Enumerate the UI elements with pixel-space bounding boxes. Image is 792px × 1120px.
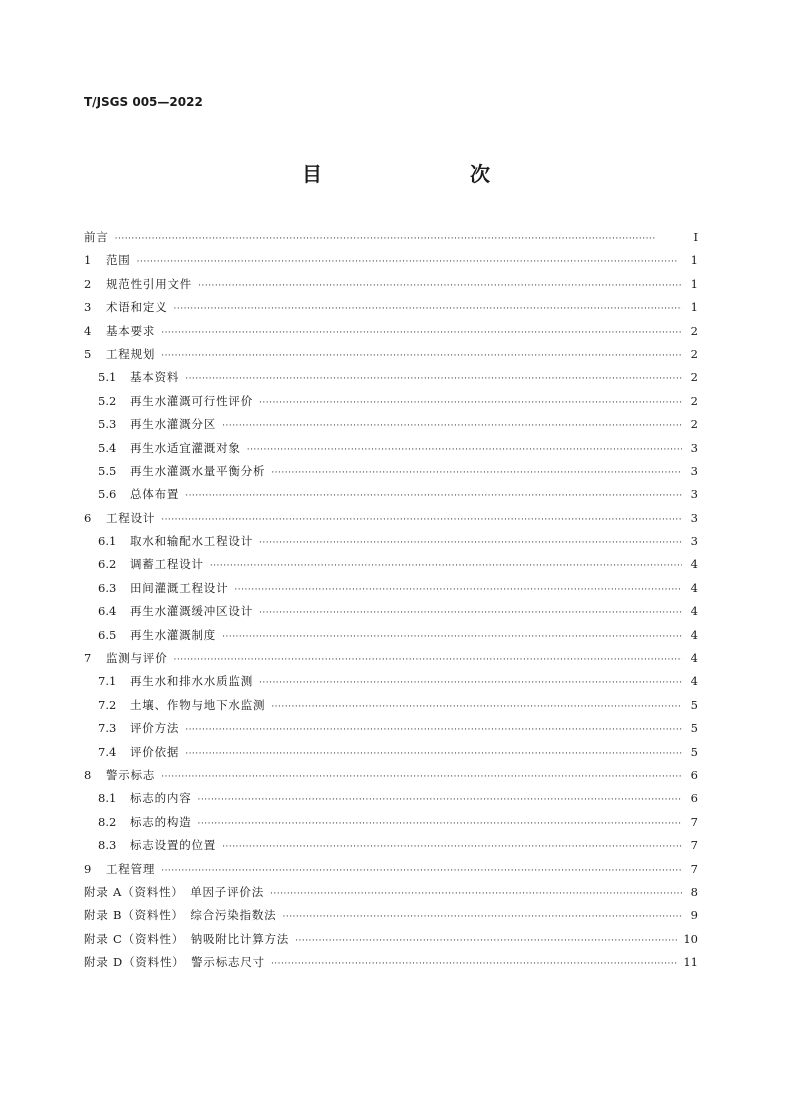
toc-entry-title: 监测与评价 <box>106 651 168 666</box>
toc-page-number: 9 <box>690 908 698 923</box>
toc-entry-number: 8 <box>84 767 92 782</box>
toc-entry[interactable] <box>84 928 698 951</box>
toc-leader-dots <box>161 345 682 368</box>
toc-page-number: 3 <box>690 510 698 525</box>
toc-entry-title: 附录 C（资料性） 钠吸附比计算方法 <box>84 931 290 946</box>
toc-entry-number: 7.4 <box>98 744 117 759</box>
toc-leader-dots <box>198 789 683 812</box>
toc-page-number: 5 <box>690 697 698 712</box>
toc-entry-number: 6.4 <box>98 604 117 619</box>
toc-entry-title: 土壤、作物与地下水监测 <box>130 697 266 712</box>
toc-entry-title: 再生水灌溉水量平衡分析 <box>130 463 266 478</box>
toc-entry-title: 范围 <box>106 253 131 268</box>
toc-entry[interactable] <box>84 951 698 974</box>
toc-leader-dots <box>282 906 682 929</box>
toc-entry-title: 附录 B（资料性） 综合污染指数法 <box>84 908 277 923</box>
toc-page-number: 4 <box>690 651 698 666</box>
toc-entry-number: 3 <box>84 300 92 315</box>
toc-entry[interactable] <box>84 904 698 927</box>
toc-entry[interactable] <box>84 577 698 600</box>
toc-leader-dots <box>174 649 683 672</box>
toc-entry[interactable] <box>84 226 698 249</box>
toc-leader-dots <box>161 860 682 883</box>
toc-page-number: 2 <box>690 346 698 361</box>
toc-page-number: 11 <box>683 955 698 970</box>
toc-entry-title: 工程管理 <box>106 861 156 876</box>
toc-page-number: 2 <box>690 370 698 385</box>
toc-leader-dots <box>185 485 682 508</box>
toc-page-number: 3 <box>690 440 698 455</box>
toc-leader-dots <box>295 930 677 953</box>
toc-entry-title: 取水和输配水工程设计 <box>130 534 253 549</box>
toc-entry[interactable] <box>84 717 698 740</box>
toc-leader-dots <box>259 672 682 695</box>
toc-entry-number: 7.3 <box>98 721 117 736</box>
toc-entry-number: 5 <box>84 346 92 361</box>
toc-leader-dots <box>161 322 682 345</box>
toc-entry-title: 术语和定义 <box>106 300 168 315</box>
toc-page-number: 7 <box>690 814 698 829</box>
toc-entry[interactable] <box>84 320 698 343</box>
toc-page-number: 2 <box>690 417 698 432</box>
toc-entry-number: 9 <box>84 861 92 876</box>
toc-entry-title: 再生水灌溉分区 <box>130 417 217 432</box>
toc-page-number: 7 <box>690 861 698 876</box>
toc-entry-title: 前言 <box>84 230 109 244</box>
document-code: T/JSGS 005—2022 <box>84 95 203 109</box>
toc-entry-number: 7.2 <box>98 697 117 712</box>
toc-entry[interactable] <box>84 249 698 272</box>
toc-entry-title: 总体布置 <box>130 487 180 502</box>
toc-entry-number: 6 <box>84 510 92 525</box>
toc-entry-number: 8.2 <box>98 814 117 829</box>
toc-entry-number: 5.1 <box>98 370 117 385</box>
toc-entry-title: 规范性引用文件 <box>106 276 193 291</box>
toc-page-number: 6 <box>690 767 698 782</box>
toc-entry[interactable] <box>84 600 698 623</box>
toc-entry-title: 田间灌溉工程设计 <box>130 580 229 595</box>
toc-entry-title: 标志的内容 <box>130 791 192 806</box>
toc-leader-dots <box>247 439 682 462</box>
toc-leader-dots <box>161 766 682 789</box>
toc-page-number: 5 <box>690 744 698 759</box>
toc-entry-title: 评价依据 <box>130 744 180 759</box>
toc-entry-title: 基本要求 <box>106 323 156 338</box>
toc-entry-title: 再生水灌溉缓冲区设计 <box>130 604 253 619</box>
toc-entry-number: 1 <box>84 253 92 268</box>
toc-entry-number: 6.3 <box>98 580 117 595</box>
toc-page-number: 8 <box>690 884 698 899</box>
toc-leader-dots <box>271 462 682 485</box>
toc-entry-number: 5.5 <box>98 463 117 478</box>
toc-entry[interactable] <box>84 858 698 881</box>
toc-leader-dots <box>234 579 682 602</box>
toc-entry-title: 再生水灌溉可行性评价 <box>130 393 253 408</box>
toc-leader-dots <box>174 298 683 321</box>
toc-entry[interactable] <box>84 764 698 787</box>
toc-page-number: 6 <box>690 791 698 806</box>
toc-entry[interactable] <box>84 553 698 576</box>
table-of-contents <box>84 226 698 975</box>
toc-entry[interactable] <box>84 834 698 857</box>
toc-entry[interactable] <box>84 741 698 764</box>
toc-page-number: 3 <box>690 534 698 549</box>
toc-entry-title: 评价方法 <box>130 721 180 736</box>
toc-leader-dots <box>161 509 682 532</box>
toc-entry-title: 附录 D（资料性） 警示标志尺寸 <box>84 955 265 970</box>
toc-page-number: 4 <box>690 580 698 595</box>
toc-page-number: 2 <box>690 323 698 338</box>
toc-entry-title: 标志的构造 <box>130 814 192 829</box>
toc-leader-dots <box>259 392 682 415</box>
toc-entry-title: 标志设置的位置 <box>130 838 217 853</box>
toc-entry-number: 2 <box>84 276 92 291</box>
toc-entry-title: 警示标志 <box>106 767 156 782</box>
toc-page-number: 10 <box>683 931 698 946</box>
toc-entry[interactable] <box>84 296 698 319</box>
toc-entry[interactable] <box>84 881 698 904</box>
toc-page-number: I <box>693 230 698 244</box>
toc-entry[interactable] <box>84 413 698 436</box>
toc-leader-dots <box>115 228 682 251</box>
toc-entry[interactable] <box>84 366 698 389</box>
toc-entry[interactable] <box>84 811 698 834</box>
toc-entry-title: 工程设计 <box>106 510 156 525</box>
toc-page-number: 3 <box>690 463 698 478</box>
toc-leader-dots <box>210 555 682 578</box>
toc-page-number: 2 <box>690 393 698 408</box>
toc-leader-dots <box>198 813 683 836</box>
toc-entry-title: 基本资料 <box>130 370 180 385</box>
toc-title: 目 次 <box>302 162 526 186</box>
toc-page-number: 5 <box>690 721 698 736</box>
toc-entry[interactable] <box>84 694 698 717</box>
toc-leader-dots <box>271 696 682 719</box>
toc-leader-dots <box>222 415 682 438</box>
toc-entry[interactable] <box>84 437 698 460</box>
toc-entry[interactable] <box>84 460 698 483</box>
toc-leader-dots <box>185 743 682 766</box>
toc-entry[interactable] <box>84 787 698 810</box>
toc-leader-dots <box>271 953 677 976</box>
toc-entry[interactable] <box>84 647 698 670</box>
toc-entry-number: 8.3 <box>98 838 117 853</box>
toc-entry[interactable] <box>84 483 698 506</box>
toc-leader-dots <box>185 719 682 742</box>
toc-page-number: 4 <box>690 557 698 572</box>
toc-entry-number: 8.1 <box>98 791 117 806</box>
toc-entry[interactable] <box>84 390 698 413</box>
toc-page-number: 3 <box>690 487 698 502</box>
toc-entry[interactable] <box>84 273 698 296</box>
toc-entry-number: 6.5 <box>98 627 117 642</box>
toc-entry-title: 工程规划 <box>106 346 156 361</box>
toc-entry[interactable] <box>84 343 698 366</box>
toc-entry-title: 再生水适宜灌溉对象 <box>130 440 241 455</box>
toc-leader-dots <box>222 836 682 859</box>
toc-page-number: 1 <box>690 253 698 268</box>
toc-entry[interactable] <box>84 624 698 647</box>
toc-leader-dots <box>222 626 682 649</box>
toc-entry-number: 4 <box>84 323 92 338</box>
toc-leader-dots <box>137 251 682 274</box>
toc-entry-number: 6.2 <box>98 557 117 572</box>
toc-entry-number: 5.6 <box>98 487 117 502</box>
toc-page-number: 4 <box>690 627 698 642</box>
toc-entry-number: 5.3 <box>98 417 117 432</box>
toc-leader-dots <box>185 368 682 391</box>
toc-entry[interactable] <box>84 530 698 553</box>
toc-entry-title: 再生水灌溉制度 <box>130 627 217 642</box>
toc-entry[interactable] <box>84 507 698 530</box>
toc-entry-number: 5.2 <box>98 393 117 408</box>
toc-page-number: 7 <box>690 838 698 853</box>
toc-leader-dots <box>259 532 682 555</box>
toc-leader-dots <box>259 602 682 625</box>
toc-page-number: 1 <box>690 300 698 315</box>
toc-page-number: 4 <box>690 674 698 689</box>
toc-entry-title: 附录 A（资料性） 单因子评价法 <box>84 884 265 899</box>
toc-page-number: 1 <box>690 276 698 291</box>
toc-entry-number: 6.1 <box>98 534 117 549</box>
toc-entry-number: 5.4 <box>98 440 117 455</box>
toc-entry-title: 调蓄工程设计 <box>130 557 204 572</box>
toc-entry[interactable] <box>84 670 698 693</box>
toc-leader-dots <box>198 275 682 298</box>
toc-entry-title: 再生水和排水水质监测 <box>130 674 253 689</box>
toc-entry-number: 7 <box>84 651 92 666</box>
toc-entry-number: 7.1 <box>98 674 117 689</box>
toc-page-number: 4 <box>690 604 698 619</box>
toc-leader-dots <box>270 883 682 906</box>
